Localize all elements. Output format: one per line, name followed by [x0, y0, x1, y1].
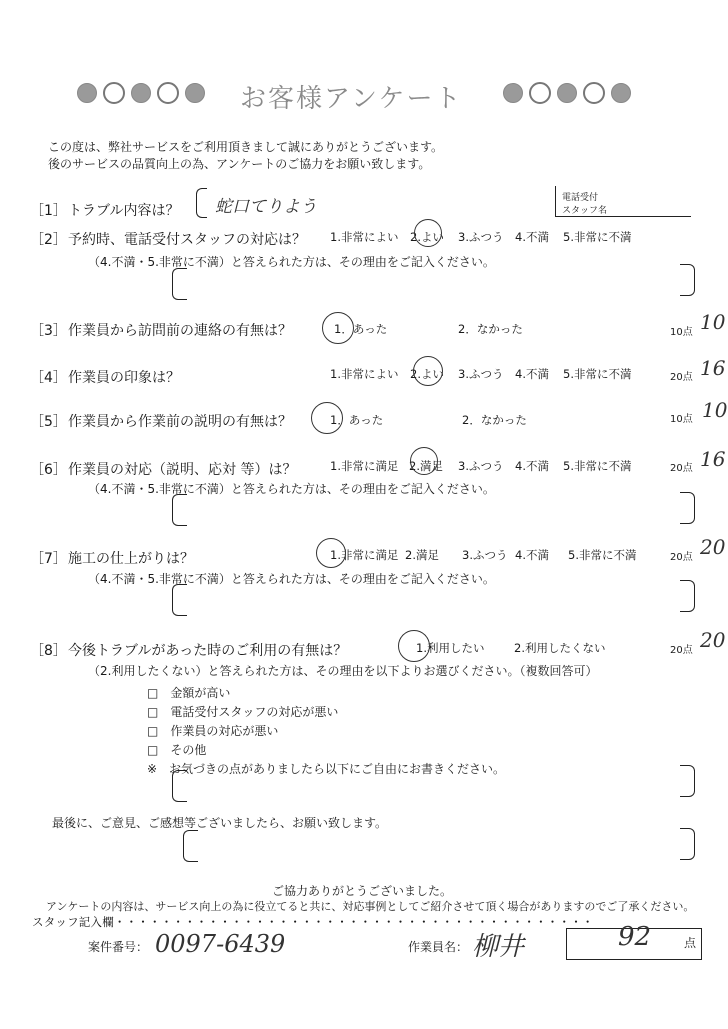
q1-number: ［1］: [30, 203, 67, 219]
q2-reason-text: （4.不満・5.非常に不満）と答えられた方は、その理由をご記入ください。: [88, 255, 495, 269]
q5-option-2[interactable]: 2．なかった: [462, 413, 527, 427]
staff-box-label-1: 電話受付: [562, 193, 599, 203]
q7-number: ［7］: [30, 551, 67, 567]
q1-bracket-left: [196, 188, 207, 218]
q2-option-5[interactable]: 5.非常に不満: [563, 230, 632, 244]
q7-bracket-right: [680, 580, 695, 612]
q8-text: 今後トラブルがあった時のご利用の有無は？: [68, 643, 348, 659]
q6-bracket-left: [172, 494, 187, 526]
intro-line-2: 後のサービスの品質向上の為、アンケートのご協力をお願い致します。: [48, 157, 431, 171]
q6-option-4[interactable]: 4.不満: [515, 459, 549, 473]
q1-text: トラブル内容は？: [68, 203, 180, 219]
q3-max-points: 10点: [670, 327, 693, 338]
header-decoration-left: [74, 82, 208, 104]
q8-option-1[interactable]: 1.利用したい: [416, 641, 485, 655]
q7-bracket-left: [172, 584, 187, 616]
q7-option-5[interactable]: 5.非常に不満: [568, 548, 637, 562]
q8-max-points: 20点: [670, 645, 693, 656]
q6-option-3[interactable]: 3.ふつう: [458, 459, 504, 473]
staff-box-label-2: スタッフ名: [562, 206, 608, 216]
q6-selected-mark: [410, 447, 438, 475]
q8-check-4[interactable]: □ その他: [147, 743, 207, 757]
case-number-value[interactable]: 0097-6439: [155, 930, 286, 958]
q2-option-3[interactable]: 3.ふつう: [458, 230, 504, 244]
q4-option-1[interactable]: 1.非常によい: [330, 367, 399, 381]
q6-number: ［6］: [30, 462, 67, 478]
q5-max-points: 10点: [670, 414, 693, 425]
q3-number: ［3］: [30, 323, 67, 339]
closing-text: 最後に、ご意見、ご感想等ございましたら、お願い致します。: [52, 816, 388, 830]
q6-option-2[interactable]: 2.満足: [409, 459, 443, 473]
q2-option-1[interactable]: 1.非常によい: [330, 230, 399, 244]
footer-disclaimer: アンケートの内容は、サービス向上の為に役立てると共に、対応事例としてご紹介させて頂く場合がありますのでご了承ください。: [46, 900, 695, 913]
q8-bracket-left: [172, 770, 187, 802]
q5-number: ［5］: [30, 414, 67, 430]
worker-name-value[interactable]: 柳井: [472, 932, 525, 962]
closing-bracket-right: [680, 828, 695, 860]
q2-selected-mark: [414, 219, 442, 247]
q5-score[interactable]: 10: [702, 398, 728, 422]
q4-option-3[interactable]: 3.ふつう: [458, 367, 504, 381]
q8-number: ［8］: [30, 643, 67, 659]
q4-option-5[interactable]: 5.非常に不満: [563, 367, 632, 381]
q7-score[interactable]: 20: [700, 535, 726, 559]
q4-option-2[interactable]: 2.よい: [410, 367, 444, 381]
q8-note: ※ お気づきの点がありましたら以下にご自由にお書きください。: [147, 762, 506, 776]
q8-check-3[interactable]: □ 作業員の対応が悪い: [147, 724, 279, 738]
q4-max-points: 20点: [670, 372, 693, 383]
q3-option-2[interactable]: 2．なかった: [458, 322, 523, 336]
q7-option-2[interactable]: 2.満足: [405, 548, 439, 562]
total-score-unit: 点: [684, 936, 697, 950]
q4-number: ［4］: [30, 370, 67, 386]
q8-selected-mark: [398, 630, 430, 662]
q7-option-1[interactable]: 1.非常に満足: [330, 548, 399, 562]
q8-score[interactable]: 20: [700, 628, 726, 652]
header-decoration-right: [500, 82, 634, 104]
q6-score[interactable]: 16: [700, 447, 726, 471]
q4-score[interactable]: 16: [700, 356, 726, 380]
q2-bracket-right: [680, 264, 695, 296]
q6-bracket-right: [680, 492, 695, 524]
q8-bracket-right: [680, 765, 695, 797]
q8-check-2[interactable]: □ 電話受付スタッフの対応が悪い: [147, 705, 339, 719]
q6-max-points: 20点: [670, 463, 693, 474]
q3-text: 作業員から訪問前の連絡の有無は？: [68, 323, 292, 339]
q4-text: 作業員の印象は？: [68, 370, 180, 386]
q7-text: 施工の仕上がりは？: [68, 551, 194, 567]
q2-option-2[interactable]: 2.よい: [410, 230, 444, 244]
total-score-value[interactable]: 92: [618, 922, 652, 952]
q3-option-1[interactable]: 1．あった: [334, 322, 388, 336]
q7-reason-text: （4.不満・5.非常に不満）と答えられた方は、その理由をご記入ください。: [88, 572, 495, 586]
closing-bracket-left: [183, 830, 198, 862]
q8-reason-text: （2.利用したくない）と答えられた方は、その理由を以下よりお選びください。（複数回答可）: [88, 664, 598, 678]
q5-option-1[interactable]: 1．あった: [330, 413, 384, 427]
q8-option-2[interactable]: 2.利用したくない: [514, 641, 606, 655]
worker-name-label: 作業員名：: [408, 940, 469, 954]
q7-option-4[interactable]: 4.不満: [515, 548, 549, 562]
q2-bracket-left: [172, 268, 187, 300]
q5-text: 作業員から作業前の説明の有無は？: [68, 414, 292, 430]
staff-entry-label: スタッフ記入欄・・・・・・・・・・・・・・・・・・・・・・・・・・・・・・・・・・・・・・・・・: [32, 915, 594, 929]
q5-selected-mark: [311, 402, 343, 434]
q2-number: ［2］: [30, 232, 67, 248]
case-number-label: 案件番号：: [88, 940, 149, 954]
q8-check-1[interactable]: □ 金額が高い: [147, 686, 231, 700]
q6-reason-text: （4.不満・5.非常に不満）と答えられた方は、その理由をご記入ください。: [88, 482, 495, 496]
q6-option-1[interactable]: 1.非常に満足: [330, 459, 399, 473]
q1-answer[interactable]: 蛇口てりよう: [215, 197, 317, 217]
q6-text: 作業員の対応（説明、応対 等）は？: [68, 462, 297, 478]
q7-option-3[interactable]: 3.ふつう: [462, 548, 508, 562]
q6-option-5[interactable]: 5.非常に不満: [563, 459, 632, 473]
q4-option-4[interactable]: 4.不満: [515, 367, 549, 381]
footer-thanks: ご協力ありがとうございました。: [272, 884, 453, 898]
q2-text: 予約時、電話受付スタッフの対応は？: [68, 232, 306, 248]
q7-selected-mark: [316, 538, 346, 568]
q4-selected-mark: [413, 356, 443, 386]
q3-selected-mark: [322, 312, 354, 344]
q3-score[interactable]: 10: [700, 310, 726, 334]
q7-max-points: 20点: [670, 552, 693, 563]
q2-option-4[interactable]: 4.不満: [515, 230, 549, 244]
intro-line-1: この度は、弊社サービスをご利用頂きまして誠にありがとうございます。: [48, 140, 444, 154]
page-title: お客様アンケート: [240, 84, 463, 114]
